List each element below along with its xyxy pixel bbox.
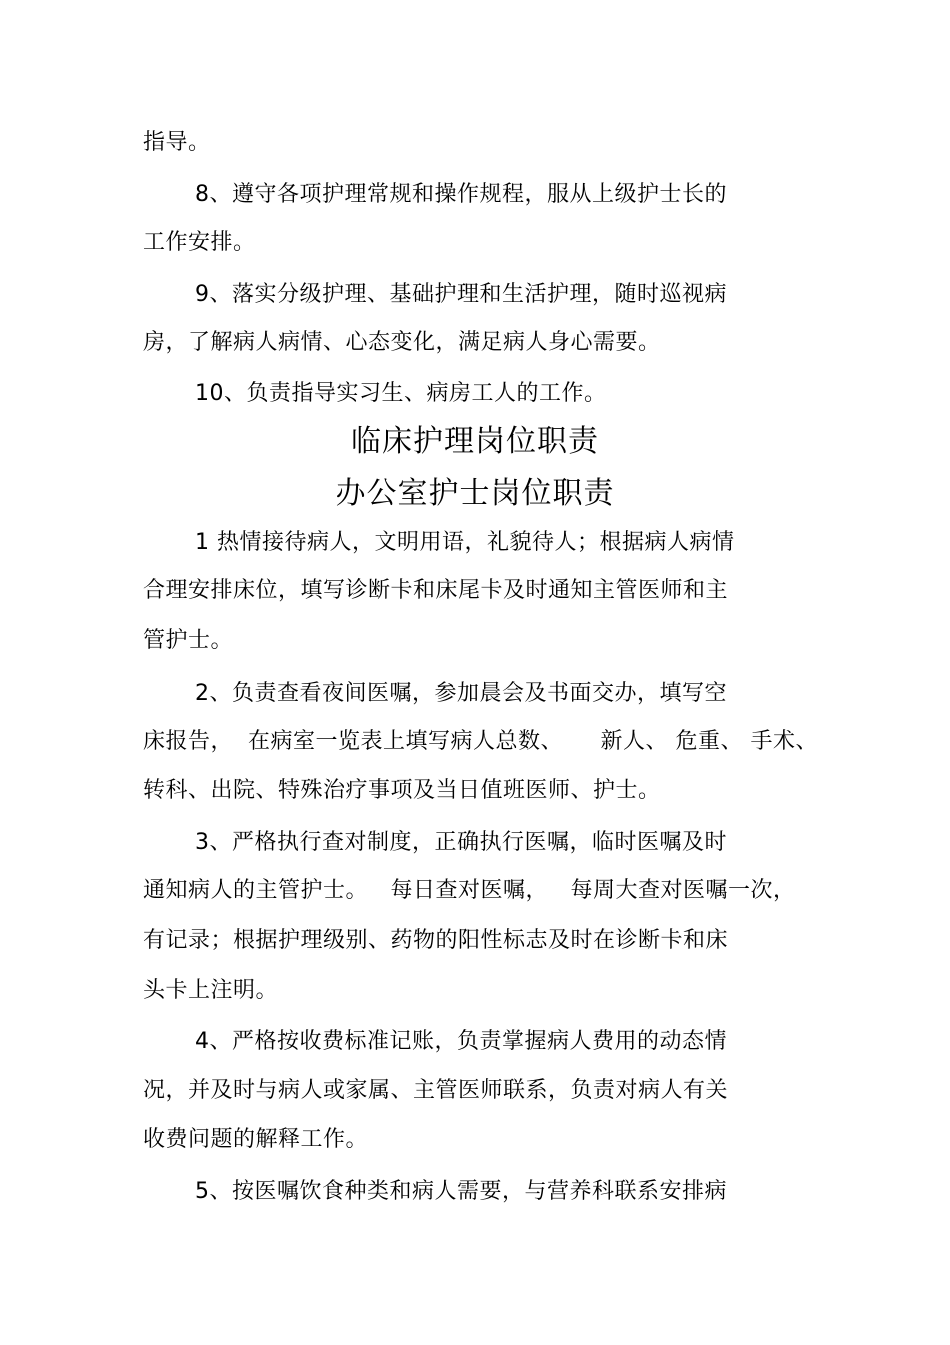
text-line: 转科、出院、特殊治疗事项及当日值班医师、护士。 [143, 778, 661, 803]
section-title: 临床护理岗位职责 [351, 424, 599, 459]
text-line: 工作安排。 [143, 230, 256, 255]
text-line: 管护士。 [143, 628, 234, 653]
text-line: 指导。 [143, 130, 211, 155]
text-line: 通知病人的主管护士。 每日查对医嘱， 每周大查对医嘱一次， [143, 878, 796, 903]
text-line: 5、按医嘱饮食种类和病人需要，与营养科联系安排病 [195, 1179, 727, 1204]
text-line: 有记录；根据护理级别、药物的阳性标志及时在诊断卡和床 [143, 928, 729, 953]
section-title: 办公室护士岗位职责 [335, 476, 615, 511]
text-line: 4、严格按收费标准记账，负责掌握病人费用的动态情 [195, 1029, 727, 1054]
text-line: 1 热情接待病人，文明用语，礼貌待人；根据病人病情 [195, 530, 735, 555]
text-line: 头卡上注明。 [143, 978, 279, 1003]
text-line: 10、负责指导实习生、病房工人的工作。 [195, 381, 607, 406]
text-line: 床报告， 在病室一览表上填写病人总数、 新人、 危重、 手术、 [143, 729, 818, 754]
text-line: 8、遵守各项护理常规和操作规程，服从上级护士长的 [195, 182, 727, 207]
text-line: 房，了解病人病情、心态变化，满足病人身心需要。 [143, 330, 661, 355]
text-line: 9、落实分级护理、基础护理和生活护理，随时巡视病 [195, 282, 727, 307]
text-line: 2、负责查看夜间医嘱，参加晨会及书面交办，填写空 [195, 681, 727, 706]
text-line: 3、严格执行查对制度，正确执行医嘱，临时医嘱及时 [195, 830, 727, 855]
text-line: 收费问题的解释工作。 [143, 1127, 369, 1152]
text-line: 况，并及时与病人或家属、主管医师联系，负责对病人有关 [143, 1078, 729, 1103]
text-line: 合理安排床位，填写诊断卡和床尾卡及时通知主管医师和主 [143, 578, 729, 603]
